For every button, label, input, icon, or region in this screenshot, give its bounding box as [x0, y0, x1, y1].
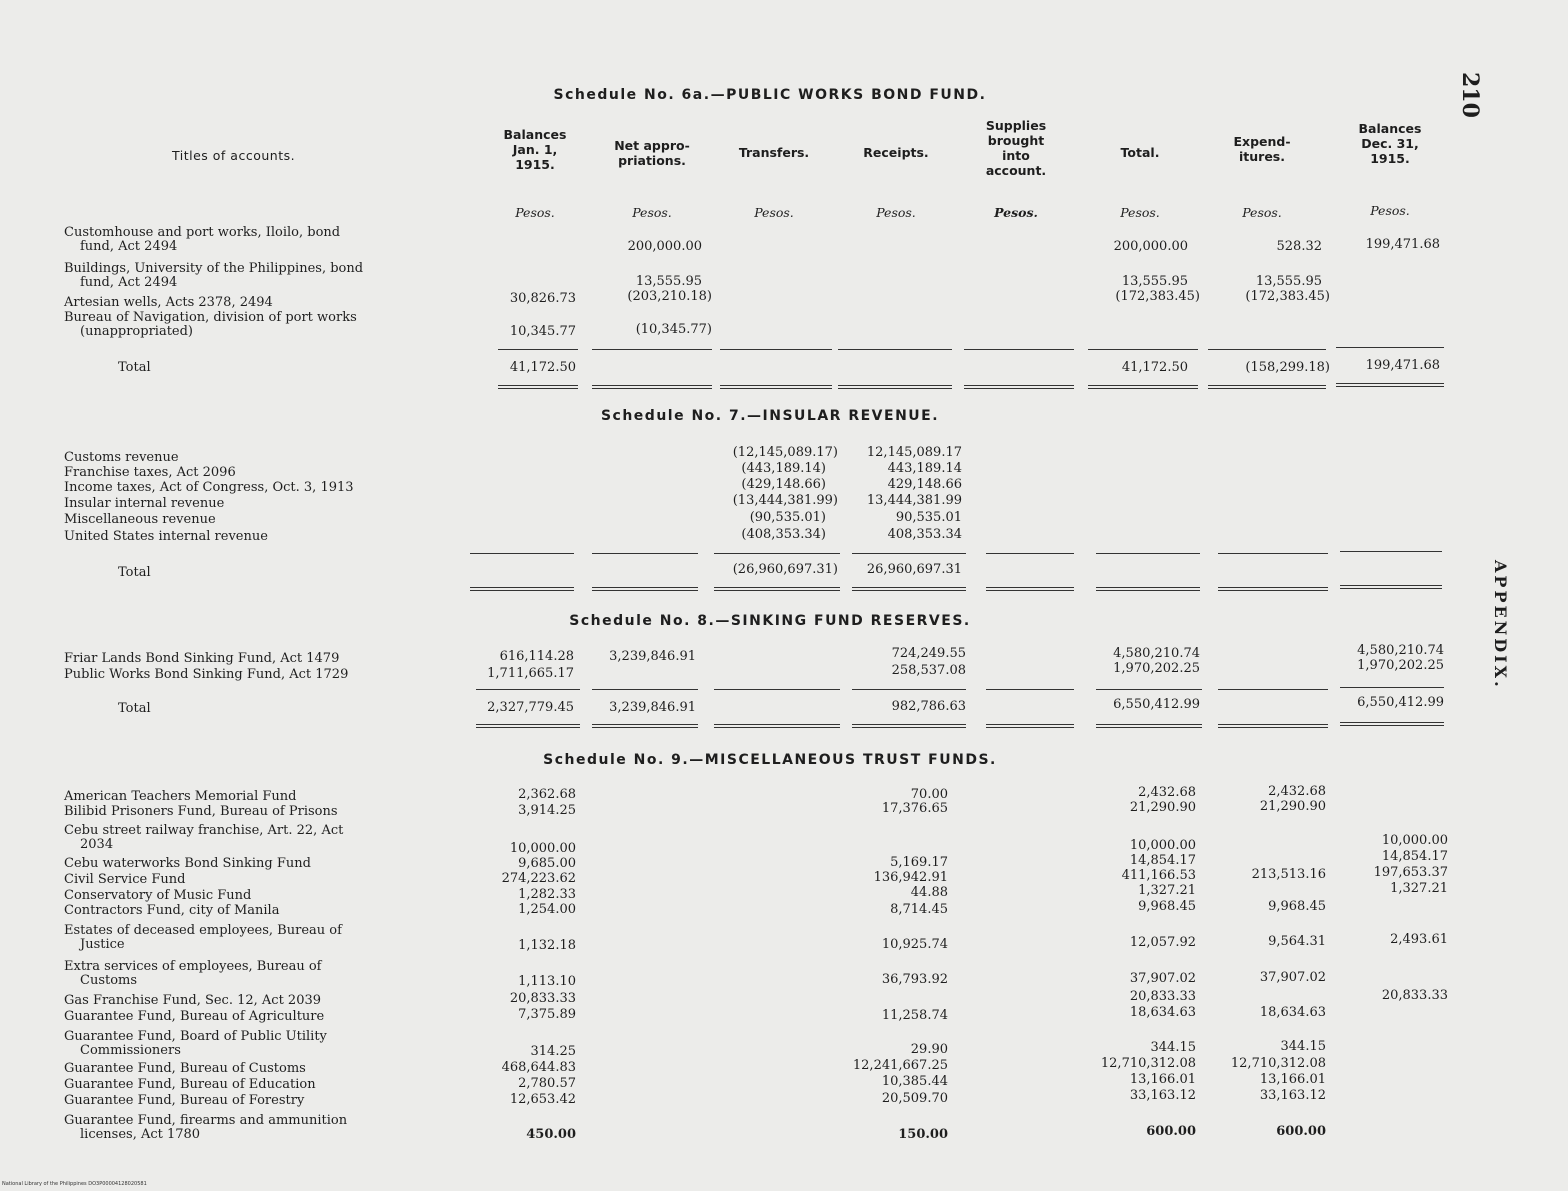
- page-number: 210: [1457, 72, 1483, 118]
- s8-row-public-works-bal-jan: 1,711,665.17: [487, 666, 574, 681]
- s9-row-13-bal-jan: 2,780.57: [518, 1076, 576, 1091]
- s7-row-customs-receipts: 12,145,089.17: [866, 445, 962, 460]
- s9-row-14-exp: 33,163.12: [1259, 1088, 1326, 1103]
- s9-row-14-receipts: 20,509.70: [881, 1091, 948, 1106]
- header-balances-dec: Balances Dec. 31, 1915.: [1358, 121, 1422, 166]
- s9-row-9-label: Gas Franchise Fund, Sec. 12, Act 2039: [64, 993, 322, 1008]
- s9-row-7-bal-dec: 2,493.61: [1390, 932, 1448, 947]
- s6a-row-buildings-total: 13,555.95: [1121, 274, 1188, 289]
- header-net-appropriations: Net appro- priations.: [614, 138, 690, 168]
- s9-row-8-label: Extra services of employees, Bureau of Customs: [64, 959, 322, 988]
- unit-balances-dec: Pesos.: [1370, 203, 1410, 218]
- s8-row-friar-total: 4,580,210.74: [1113, 646, 1200, 661]
- s9-row-5-label: Conservatory of Music Fund: [64, 888, 252, 903]
- s6a-total-total: 41,172.50: [1121, 360, 1188, 375]
- header-receipts: Receipts.: [863, 145, 929, 160]
- s9-row-0-receipts: 70.00: [910, 787, 948, 802]
- s9-row-0-bal-jan: 2,362.68: [518, 787, 576, 802]
- s9-row-4-label: Civil Service Fund: [64, 872, 186, 887]
- s8-row-public-works-receipts: 258,537.08: [891, 663, 966, 678]
- header-balances-jan: Balances Jan. 1, 1915.: [503, 127, 567, 172]
- s9-row-0-label: American Teachers Memorial Fund: [64, 789, 297, 804]
- s9-row-10-total: 18,634.63: [1129, 1005, 1196, 1020]
- s8-row-friar-bal-dec: 4,580,210.74: [1357, 643, 1444, 658]
- s9-row-8-receipts: 36,793.92: [881, 972, 948, 987]
- s9-row-4-bal-jan: 274,223.62: [501, 871, 576, 886]
- s6a-row-navigation-label: Bureau of Navigation, division of port works (unappropriated): [64, 310, 357, 339]
- s9-row-2-label: Cebu street railway franchise, Art. 22, Act 2034: [64, 823, 344, 852]
- s7-row-insular-label: Insular internal revenue: [64, 496, 225, 511]
- s9-row-4-total: 411,166.53: [1121, 868, 1196, 883]
- s8-total-net: 3,239,846.91: [609, 700, 696, 715]
- s7-row-insular-receipts: 13,444,381.99: [866, 493, 962, 508]
- s9-row-12-label: Guarantee Fund, Bureau of Customs: [64, 1061, 306, 1076]
- s6a-row-navigation-net: (10,345.77): [635, 322, 712, 337]
- s9-row-12-receipts: 12,241,667.25: [852, 1058, 948, 1073]
- s7-row-income-receipts: 429,148.66: [887, 477, 962, 492]
- s9-row-14-total: 33,163.12: [1129, 1088, 1196, 1103]
- s9-row-9-bal-jan: 20,833.33: [509, 991, 576, 1006]
- s7-row-franchise-receipts: 443,189.14: [887, 461, 962, 476]
- s9-row-11-receipts: 29.90: [910, 1042, 948, 1057]
- s9-row-12-exp: 12,710,312.08: [1230, 1056, 1326, 1071]
- s8-total-receipts: 982,786.63: [891, 699, 966, 714]
- s9-row-0-exp: 2,432.68: [1268, 784, 1326, 799]
- s9-row-10-bal-jan: 7,375.89: [518, 1007, 576, 1022]
- s6a-row-customhouse-label: Customhouse and port works, Iloilo, bond fund, Act 2494: [64, 225, 341, 254]
- s8-row-friar-receipts: 724,249.55: [891, 646, 966, 661]
- s6a-row-customhouse-exp: 528.32: [1276, 239, 1322, 254]
- schedule-8-title: Schedule No. 8.—SINKING FUND RESERVES.: [569, 613, 971, 629]
- s9-row-7-exp: 9,564.31: [1268, 934, 1326, 949]
- s6a-total-bal-jan: 41,172.50: [509, 360, 576, 375]
- s9-row-1-exp: 21,290.90: [1259, 799, 1326, 814]
- s9-row-10-receipts: 11,258.74: [881, 1008, 948, 1023]
- schedule-7-title: Schedule No. 7.—INSULAR REVENUE.: [600, 408, 940, 424]
- s9-row-11-bal-jan: 314.25: [530, 1044, 576, 1059]
- s7-row-income-label: Income taxes, Act of Congress, Oct. 3, 1913: [64, 480, 354, 495]
- s9-row-8-exp: 37,907.02: [1259, 970, 1326, 985]
- s9-row-10-exp: 18,634.63: [1259, 1005, 1326, 1020]
- s6a-total-label: Total: [118, 360, 151, 375]
- unit-net-appropriations: Pesos.: [632, 205, 672, 220]
- s7-row-customs-transfers: (12,145,089.17): [732, 445, 838, 460]
- s7-row-us-transfers: (408,353.34): [741, 527, 826, 542]
- s9-row-3-receipts: 5,169.17: [890, 855, 948, 870]
- s9-row-7-total: 12,057.92: [1129, 935, 1196, 950]
- s6a-row-customhouse-net: 200,000.00: [627, 239, 702, 254]
- s9-row-1-total: 21,290.90: [1129, 800, 1196, 815]
- s8-row-public-works-total: 1,970,202.25: [1113, 661, 1200, 676]
- s9-row-9-total: 20,833.33: [1129, 989, 1196, 1004]
- s9-row-5-bal-jan: 1,282.33: [518, 887, 576, 902]
- s6a-row-artesian-label: Artesian wells, Acts 2378, 2494: [64, 295, 273, 310]
- schedule-6a-title: Schedule No. 6a.—PUBLIC WORKS BOND FUND.: [553, 87, 987, 103]
- s9-row-1-label: Bilibid Prisoners Fund, Bureau of Prisons: [64, 804, 338, 819]
- s9-row-4-receipts: 136,942.91: [873, 870, 948, 885]
- s8-row-public-works-label: Public Works Bond Sinking Fund, Act 1729: [64, 667, 349, 682]
- s9-row-14-bal-jan: 12,653.42: [509, 1092, 576, 1107]
- s6a-row-artesian-total: (172,383.45): [1115, 289, 1200, 304]
- s6a-row-buildings-net: 13,555.95: [635, 274, 702, 289]
- s8-row-friar-net: 3,239,846.91: [609, 649, 696, 664]
- s9-row-11-total: 344.15: [1150, 1040, 1196, 1055]
- s9-row-6-label: Contractors Fund, city of Manila: [64, 903, 280, 918]
- s9-row-4-bal-dec: 197,653.37: [1373, 865, 1448, 880]
- unit-total: Pesos.: [1120, 205, 1160, 220]
- s7-row-franchise-label: Franchise taxes, Act 2096: [64, 465, 236, 480]
- s9-row-15-receipts: 150.00: [898, 1127, 948, 1142]
- appendix-label: APPENDIX.: [1491, 560, 1510, 690]
- s6a-row-artesian-net: (203,210.18): [627, 289, 712, 304]
- s7-total-label: Total: [118, 565, 151, 580]
- s9-row-8-total: 37,907.02: [1129, 971, 1196, 986]
- s8-total-bal-dec: 6,550,412.99: [1357, 695, 1444, 710]
- s9-row-5-bal-dec: 1,327.21: [1390, 881, 1448, 896]
- s9-row-1-bal-jan: 3,914.25: [518, 803, 576, 818]
- s7-row-misc-label: Miscellaneous revenue: [64, 512, 216, 527]
- s9-row-7-label: Estates of deceased employees, Bureau of Justice: [64, 923, 342, 952]
- s9-row-13-exp: 13,166.01: [1259, 1072, 1326, 1087]
- unit-transfers: Pesos.: [754, 205, 794, 220]
- s7-row-customs-label: Customs revenue: [64, 450, 179, 465]
- s6a-row-buildings-label: Buildings, University of the Philippines, bond fund, Act 2494: [64, 261, 364, 290]
- s9-row-14-label: Guarantee Fund, Bureau of Forestry: [64, 1093, 305, 1108]
- s9-row-3-label: Cebu waterworks Bond Sinking Fund: [64, 856, 311, 871]
- s9-row-10-label: Guarantee Fund, Bureau of Agriculture: [64, 1009, 325, 1024]
- footer-source: National Library of the Philippines DO3P00004128020581: [2, 1181, 147, 1187]
- s9-row-11-exp: 344.15: [1280, 1039, 1326, 1054]
- s8-total-total: 6,550,412.99: [1113, 697, 1200, 712]
- s9-row-3-bal-jan: 9,685.00: [518, 856, 576, 871]
- s7-row-income-transfers: (429,148.66): [741, 477, 826, 492]
- s9-row-13-label: Guarantee Fund, Bureau of Education: [64, 1077, 316, 1092]
- unit-expenditures: Pesos.: [1242, 205, 1282, 220]
- s6a-row-buildings-exp: 13,555.95: [1255, 274, 1322, 289]
- s7-row-us-receipts: 408,353.34: [887, 527, 962, 542]
- s9-row-15-bal-jan: 450.00: [526, 1127, 576, 1142]
- s7-row-franchise-transfers: (443,189.14): [741, 461, 826, 476]
- s9-row-5-receipts: 44.88: [910, 885, 948, 900]
- s9-row-11-label: Guarantee Fund, Board of Public Utility Commissioners: [64, 1029, 327, 1058]
- unit-supplies: Pesos.: [994, 205, 1038, 220]
- schedule-9-title: Schedule No. 9.—MISCELLANEOUS TRUST FUNDS.: [543, 752, 997, 768]
- header-titles-of-accounts: Titles of accounts.: [172, 148, 296, 163]
- header-transfers: Transfers.: [738, 145, 810, 160]
- s9-row-2-total: 10,000.00: [1129, 838, 1196, 853]
- s6a-row-artesian-exp: (172,383.45): [1245, 289, 1330, 304]
- header-expenditures: Expend- itures.: [1233, 134, 1291, 164]
- unit-balances-jan: Pesos.: [515, 205, 555, 220]
- s9-row-9-bal-dec: 20,833.33: [1381, 988, 1448, 1003]
- s9-row-6-total: 9,968.45: [1138, 899, 1196, 914]
- unit-receipts: Pesos.: [876, 205, 916, 220]
- s6a-total-bal-dec: 199,471.68: [1365, 358, 1440, 373]
- s9-row-1-receipts: 17,376.65: [881, 801, 948, 816]
- header-total: Total.: [1120, 145, 1160, 160]
- s9-row-15-label: Guarantee Fund, firearms and ammunition licenses, Act 1780: [64, 1113, 348, 1142]
- s9-row-2-bal-jan: 10,000.00: [509, 841, 576, 856]
- s9-row-13-total: 13,166.01: [1129, 1072, 1196, 1087]
- s8-row-friar-bal-jan: 616,114.28: [499, 649, 574, 664]
- s8-total-label: Total: [118, 701, 151, 716]
- header-supplies-brought: Supplies brought into account.: [985, 118, 1047, 178]
- s9-row-2-bal-dec: 10,000.00: [1381, 833, 1448, 848]
- s7-row-insular-transfers: (13,444,381.99): [732, 493, 838, 508]
- s9-row-7-bal-jan: 1,132.18: [518, 938, 576, 953]
- s9-row-13-receipts: 10,385.44: [881, 1074, 948, 1089]
- s7-row-misc-receipts: 90,535.01: [895, 510, 962, 525]
- s6a-row-customhouse-bal-dec: 199,471.68: [1365, 237, 1440, 252]
- s9-row-3-total: 14,854.17: [1129, 853, 1196, 868]
- s6a-row-navigation-bal-jan: 10,345.77: [509, 324, 576, 339]
- s9-row-6-bal-jan: 1,254.00: [518, 902, 576, 917]
- s9-row-0-total: 2,432.68: [1138, 785, 1196, 800]
- s8-total-bal-jan: 2,327,779.45: [487, 700, 574, 715]
- s9-row-5-total: 1,327.21: [1138, 883, 1196, 898]
- s9-row-7-receipts: 10,925.74: [881, 937, 948, 952]
- s8-row-friar-label: Friar Lands Bond Sinking Fund, Act 1479: [64, 651, 340, 666]
- s9-row-12-bal-jan: 468,644.83: [501, 1060, 576, 1075]
- s9-row-4-exp: 213,513.16: [1251, 867, 1326, 882]
- s9-row-3-bal-dec: 14,854.17: [1381, 849, 1448, 864]
- s7-row-us-label: United States internal revenue: [64, 529, 268, 544]
- s7-row-misc-transfers: (90,535.01): [749, 510, 826, 525]
- s6a-total-exp: (158,299.18): [1245, 360, 1330, 375]
- s8-row-public-works-bal-dec: 1,970,202.25: [1357, 658, 1444, 673]
- s9-row-6-receipts: 8,714.45: [890, 902, 948, 917]
- s9-row-12-total: 12,710,312.08: [1100, 1056, 1196, 1071]
- s6a-row-customhouse-total: 200,000.00: [1113, 239, 1188, 254]
- s9-row-15-exp: 600.00: [1276, 1124, 1326, 1139]
- s9-row-8-bal-jan: 1,113.10: [518, 974, 576, 989]
- s9-row-15-total: 600.00: [1146, 1124, 1196, 1139]
- s9-row-6-exp: 9,968.45: [1268, 899, 1326, 914]
- s7-total-receipts: 26,960,697.31: [866, 562, 962, 577]
- s6a-row-artesian-bal-jan: 30,826.73: [509, 291, 576, 306]
- s7-total-transfers: (26,960,697.31): [732, 562, 838, 577]
